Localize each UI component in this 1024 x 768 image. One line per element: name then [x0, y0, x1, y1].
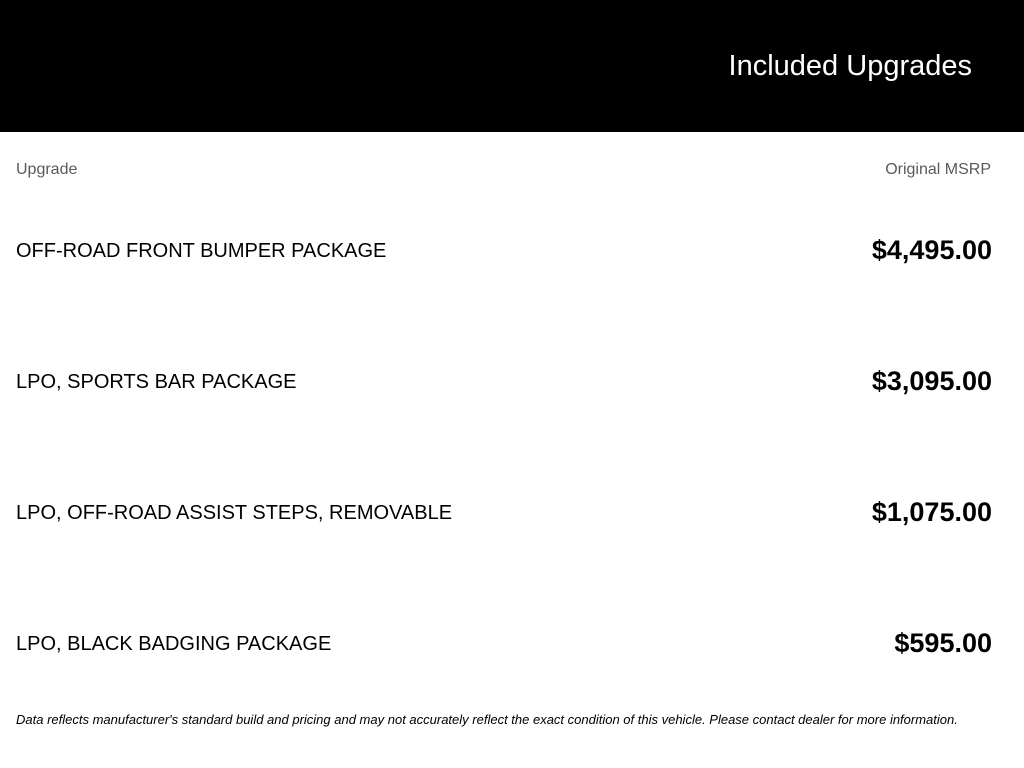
page-title: Included Upgrades [728, 50, 972, 82]
upgrade-column-header: Upgrade [16, 161, 78, 178]
header-banner [0, 0, 1024, 132]
upgrade-row [0, 185, 1024, 316]
upgrade-row [0, 578, 1024, 709]
upgrade-name: OFF-ROAD FRONT BUMPER PACKAGE [16, 240, 387, 262]
upgrades-list [0, 185, 1024, 709]
upgrade-price: $3,095.00 [871, 366, 992, 396]
upgrade-name: LPO, BLACK BADGING PACKAGE [16, 633, 332, 655]
upgrade-name: LPO, SPORTS BAR PACKAGE [16, 371, 297, 393]
disclaimer-text: Data reflects manufacturer's standard build and pricing and may not accurately reflect the exact condition of this vehicle. Please contact dealer for more information. [16, 712, 958, 727]
upgrade-price: $1,075.00 [871, 497, 992, 527]
original-msrp-column-header: Original MSRP [885, 161, 991, 178]
upgrade-price: $4,495.00 [871, 235, 992, 265]
upgrade-price: $595.00 [894, 628, 992, 658]
upgrade-row [0, 316, 1024, 447]
upgrade-row [0, 447, 1024, 578]
upgrade-name: LPO, OFF-ROAD ASSIST STEPS, REMOVABLE [16, 502, 453, 524]
